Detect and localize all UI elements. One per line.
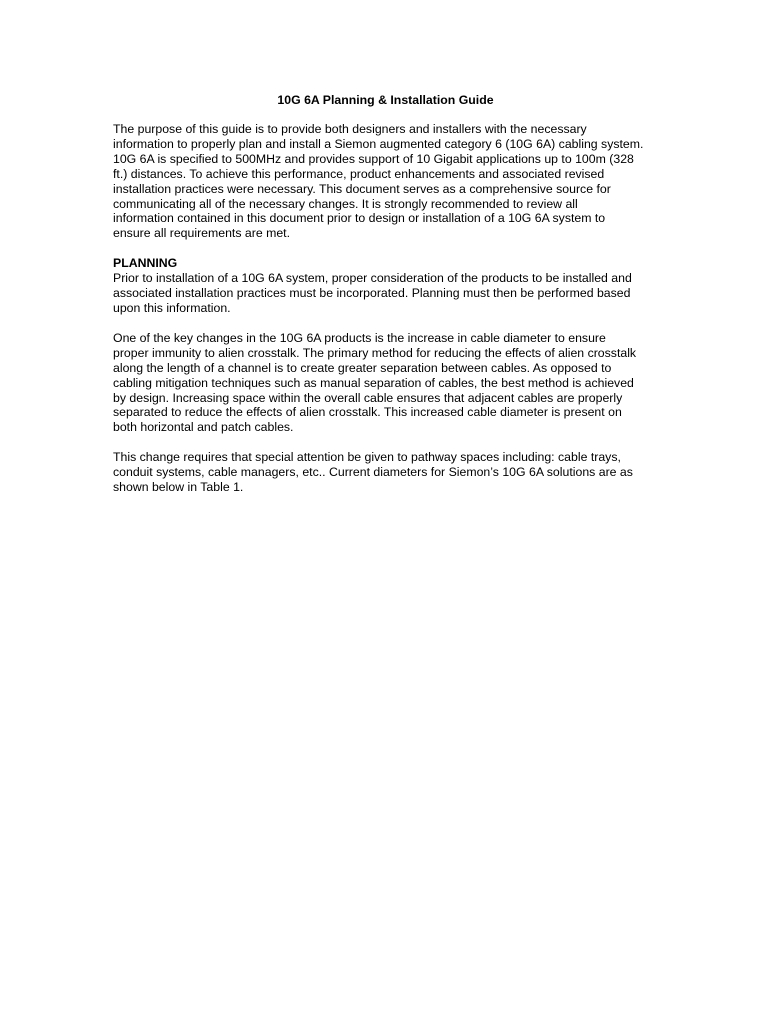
intro-line: installation practices were necessary. This document serves as a comprehensive source for xyxy=(113,181,611,196)
intro-line: communicating all of the necessary changes. It is strongly recommended to review all xyxy=(113,196,578,211)
intro-line: 10G 6A is specified to 500MHz and provides support of 10 Gigabit applications up to 100m (328 xyxy=(113,151,634,166)
intro-line: ensure all requirements are met. xyxy=(113,226,291,241)
paragraph-line: proper immunity to alien crosstalk. The primary method for reducing the effects of alien crosstalk xyxy=(113,345,637,360)
paragraph-line: One of the key changes in the 10G 6A products is the increase in cable diameter to ensure xyxy=(113,330,606,345)
planning-paragraph-1 xyxy=(113,271,658,316)
paragraph-line: shown below in Table 1. xyxy=(113,480,244,495)
paragraph-line: along the length of a channel is to create greater separation between cables. As opposed to xyxy=(113,360,612,375)
paragraph-line: both horizontal and patch cables. xyxy=(113,420,294,435)
paragraph-line: Prior to installation of a 10G 6A system, proper consideration of the products to be installed and xyxy=(113,271,632,286)
document-content xyxy=(113,93,658,510)
planning-heading: PLANNING xyxy=(113,256,178,271)
planning-paragraph-3 xyxy=(113,450,658,495)
paragraph-line: separated to reduce the effects of alien crosstalk. This increased cable diameter is present on xyxy=(113,405,622,420)
planning-paragraph-2 xyxy=(113,331,658,435)
intro-paragraph xyxy=(113,122,658,241)
intro-line: information to properly plan and install a Siemon augmented category 6 (10G 6A) cabling system. xyxy=(113,136,644,151)
paragraph-line: associated installation practices must be incorporated. Planning must then be performed based xyxy=(113,286,631,301)
paragraph-line: by design. Increasing space within the overall cable ensures that adjacent cables are properly xyxy=(113,390,623,405)
paragraph-line: conduit systems, cable managers, etc.. Current diameters for Siemon’s 10G 6A solutions are as xyxy=(113,465,633,480)
paragraph-line: cabling mitigation techniques such as manual separation of cables, the best method is achieved xyxy=(113,375,634,390)
intro-line: The purpose of this guide is to provide both designers and installers with the necessary xyxy=(113,122,587,136)
intro-line: information contained in this document prior to design or installation of a 10G 6A system to xyxy=(113,211,606,226)
paragraph-line: This change requires that special attention be given to pathway spaces including: cable trays, xyxy=(113,450,621,465)
intro-line: ft.) distances. To achieve this performance, product enhancements and associated revised xyxy=(113,166,605,181)
document-title: 10G 6A Planning & Installation Guide xyxy=(277,93,494,107)
paragraph-line: upon this information. xyxy=(113,300,231,315)
